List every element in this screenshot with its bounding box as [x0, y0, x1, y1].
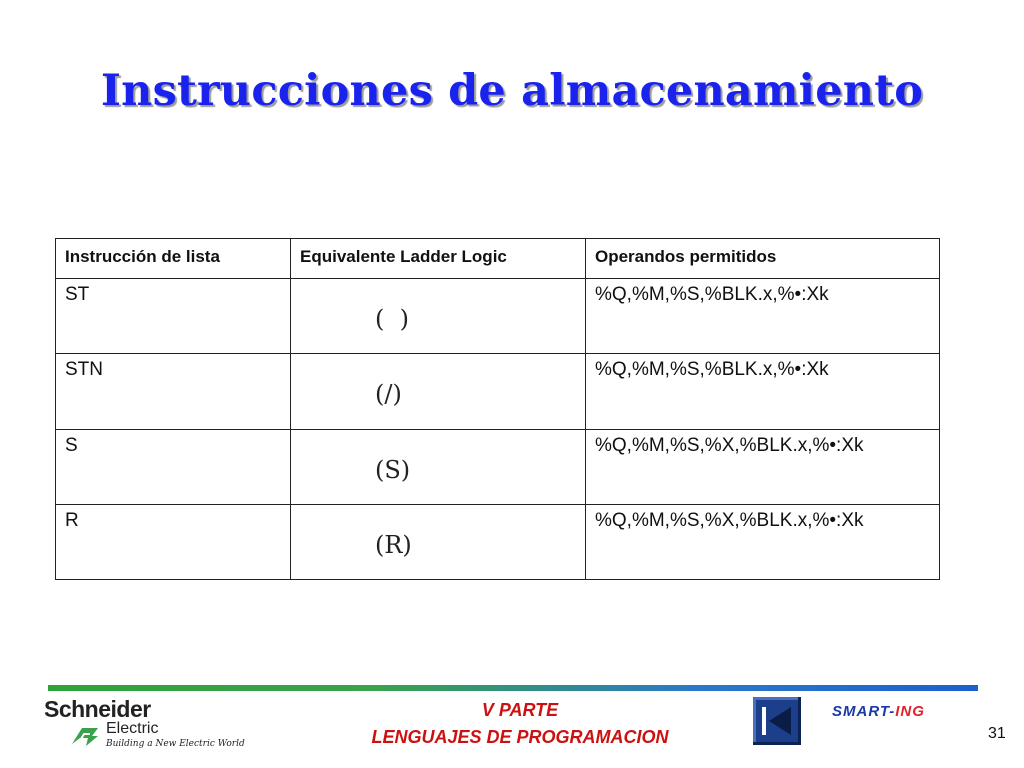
ladder-cell — [291, 504, 586, 579]
table-row — [56, 429, 940, 504]
skip-to-first-icon — [753, 697, 801, 745]
ladder-cell — [291, 354, 586, 429]
table-row — [56, 279, 940, 354]
first-slide-button[interactable] — [753, 697, 801, 745]
table-header-row — [56, 239, 940, 279]
slide-title: Instrucciones de almacenamiento — [100, 66, 924, 116]
smart-ing-logo — [832, 703, 925, 720]
schneider-mark-icon — [68, 724, 102, 748]
column-header-instruction: Instrucción de lista — [56, 239, 291, 279]
ladder-cell — [291, 279, 586, 354]
column-header-ladder: Equivalente Ladder Logic — [291, 239, 586, 279]
logo-name: Schneider — [44, 696, 151, 722]
operands-cell: %Q,%M,%S,%X,%BLK.x,%•:Xk — [586, 429, 940, 504]
operands-cell: %Q,%M,%S,%X,%BLK.x,%•:Xk — [586, 504, 940, 579]
instruction-cell: R — [56, 504, 291, 579]
footer-divider — [48, 685, 978, 691]
table-row — [56, 354, 940, 429]
ladder-symbol: (/) — [375, 380, 402, 409]
ladder-symbol: (S) — [375, 455, 411, 484]
logo-tagline: Building a New Electric World — [106, 739, 245, 749]
page-number: 31 — [988, 725, 1006, 742]
footer-part: V PARTE — [481, 700, 559, 720]
table-row — [56, 504, 940, 579]
brand-part2: ING — [895, 703, 925, 720]
ladder-symbol: (R) — [375, 530, 412, 559]
instruction-cell: S — [56, 429, 291, 504]
operands-cell: %Q,%M,%S,%BLK.x,%•:Xk — [586, 354, 940, 429]
instruction-cell: ST — [56, 279, 291, 354]
instruction-cell: STN — [56, 354, 291, 429]
storage-instructions-table — [55, 238, 940, 580]
ladder-symbol: ( ) — [375, 305, 409, 333]
operands-cell: %Q,%M,%S,%BLK.x,%•:Xk — [586, 279, 940, 354]
logo-sub: Electric — [106, 720, 159, 737]
column-header-operands: Operandos permitidos — [586, 239, 940, 279]
brand-part1: SMART- — [832, 703, 896, 720]
ladder-cell — [291, 429, 586, 504]
footer-subject: LENGUAJES DE PROGRAMACION — [371, 727, 669, 747]
